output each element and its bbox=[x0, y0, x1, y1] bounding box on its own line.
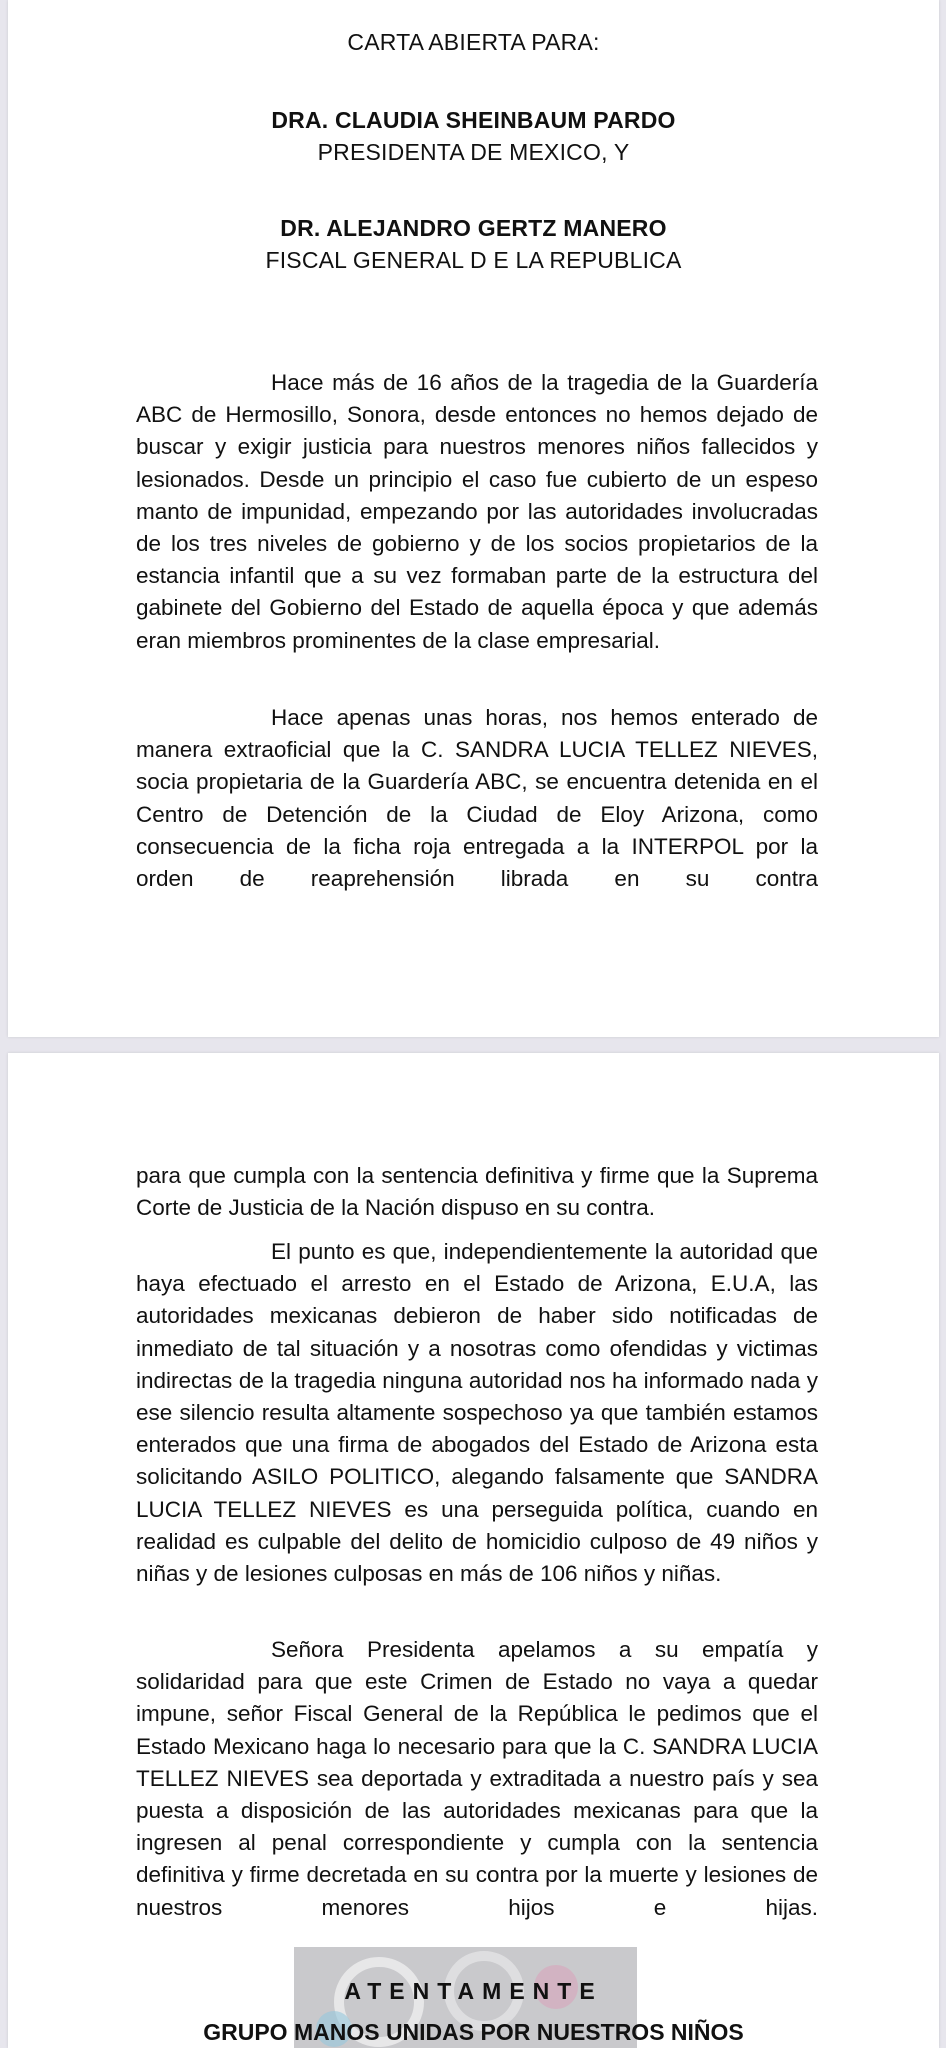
recipient-1-name: DRA. CLAUDIA SHEINBAUM PARDO bbox=[271, 107, 676, 133]
document-page-2 bbox=[8, 1053, 939, 2048]
signature-group-name: GRUPO MANOS UNIDAS POR NUESTROS NIÑOS bbox=[203, 2019, 744, 2045]
recipient-2-name: DR. ALEJANDRO GERTZ MANERO bbox=[280, 215, 667, 241]
closing-salutation: ATENTAMENTE bbox=[344, 1978, 603, 2004]
paragraph-2: Hace apenas unas horas, nos hemos enterado de manera extraoficial que la C. SANDRA LUCIA TELLEZ NIEVES, socia propietaria de la Guardería ABC, se encuentra detenida en el Centro de Detención de la Ciudad de Eloy Arizona, como consecuencia de la ficha roja entregada a la INTERPOL por la orden de reaprehensión librada en su contra bbox=[136, 705, 818, 892]
paragraph-1: Hace más de 16 años de la tragedia de la Guardería ABC de Hermosillo, Sonora, desde entonces no hemos dejado de buscar y exigir justicia para nuestros menores niños fallecidos y lesionados. Desde un principio el caso fue cubierto de un espeso manto de impunidad, empezando por las autoridades involucradas de los tres niveles de gobierno y de los socios propietarios de la estancia infantil que a su vez formaban parte de la estructura del gabinete del Gobierno del Estado de aquella época y que además eran miembros prominentes de la clase empresarial. bbox=[136, 370, 818, 653]
paragraph-2-continued: para que cumpla con la sentencia definitiva y firme que la Suprema Corte de Justicia de la Nación dispuso en su contra. bbox=[136, 1163, 818, 1221]
document-page-1 bbox=[8, 0, 939, 1037]
recipient-1-role: PRESIDENTA DE MEXICO, Y bbox=[317, 139, 630, 165]
recipient-2-role: FISCAL GENERAL D E LA REPUBLICA bbox=[265, 247, 682, 273]
letter-title: CARTA ABIERTA PARA: bbox=[347, 29, 600, 55]
paragraph-4: Señora Presidenta apelamos a su empatía y solidaridad para que este Crimen de Estado no vaya a quedar impune, señor Fiscal General de la República le pedimos que el Estado Mexicano haga lo necesario para que la C. SANDRA LUCIA TELLEZ NIEVES sea deportada y extraditada a nuestro país y sea puesta a disposición de las autoridades mexicanas para que la ingresen al penal correspondiente y cumpla con la sentencia definitiva y firme decretada en su contra por la muerte y lesiones de nuestros menores hijos e hijas. bbox=[136, 1637, 818, 1920]
paragraph-3: El punto es que, independientemente la autoridad que haya efectuado el arresto en el Estado de Arizona, E.U.A, las autoridades mexicanas debieron de haber sido notificadas de inmediato de tal situación y a nosotras como ofendidas y victimas indirectas de la tragedia ninguna autoridad nos ha informado nada y ese silencio resulta altamente sospechoso ya que también estamos enterados que una firma de abogados del Estado de Arizona esta solicitando ASILO POLITICO, alegando falsamente que SANDRA LUCIA TELLEZ NIEVES es una perseguida política, cuando en realidad es culpable del delito de homicidio culposo de 49 niños y niñas y de lesiones culposas en más de 106 niños y niñas. bbox=[136, 1239, 818, 1587]
